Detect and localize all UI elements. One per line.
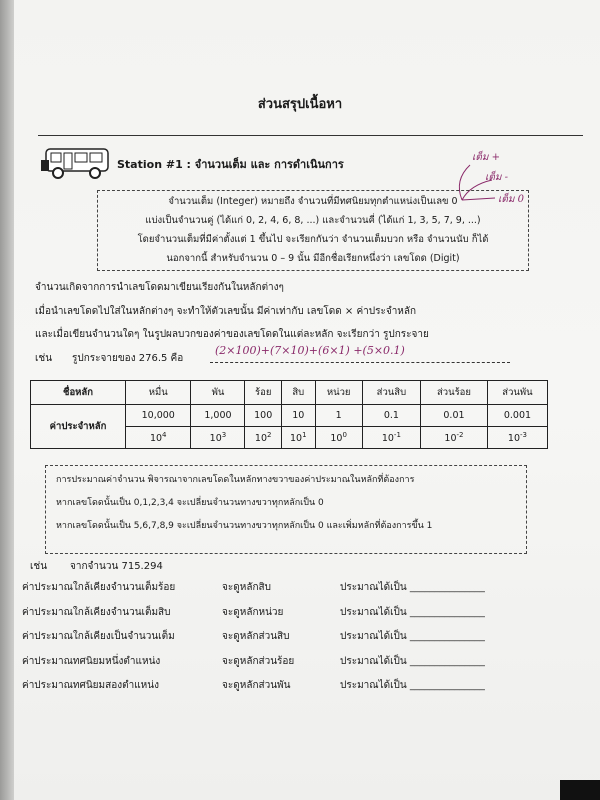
power-base: 10	[330, 433, 343, 445]
example-prompt: รูปกระจายของ 276.5 คือ	[72, 353, 184, 364]
power-base: 10	[381, 433, 394, 445]
place-power	[362, 427, 420, 449]
rounding-rule-line: หากเลขโดดนั้นเป็น 5,6,7,8,9 จะเปลี่ยนจำนวนทางขวาทุกหลักเป็น 0 และเพิ่มหลักที่ต้องการขึ้น 1	[56, 521, 433, 531]
annotation-zero: เต็ม 0	[498, 194, 525, 205]
definition-line: โดยจำนวนเต็มที่มีค่าตั้งแต่ 1 ขึ้นไป จะเรียกกันว่า จำนวนเต็มบวก หรือ จำนวนนับ ก็ได้	[137, 234, 489, 245]
annotation-negative: เต็ม -	[485, 172, 509, 183]
power-exponent: -3	[520, 430, 527, 439]
example-answer: (2×100)+(7×10)+(6×1) +(5×0.1)	[215, 344, 405, 357]
power-exponent: 4	[162, 430, 167, 439]
station-heading: Station #1 : จำนวนเต็ม และ การดำเนินการ	[117, 158, 344, 171]
rounding-result[interactable]: ประมาณได้เป็น _______________	[340, 582, 485, 593]
column-header: ส่วนสิบ	[362, 381, 420, 405]
place-value: 100	[245, 405, 282, 427]
rounding-look: จะดูหลักสิบ	[222, 582, 271, 593]
column-header: ส่วนร้อย	[421, 381, 488, 405]
rounding-look: จะดูหลักส่วนร้อย	[222, 655, 295, 667]
column-header: สิบ	[282, 381, 316, 405]
rounding-task: ค่าประมาณทศนิยมสองตำแหน่ง	[22, 680, 159, 691]
place-value: 10	[282, 405, 316, 427]
rounding-result[interactable]: ประมาณได้เป็น _______________	[340, 606, 485, 618]
rounding-example-text: จากจำนวน 715.294	[70, 561, 163, 572]
place-value: 10,000	[126, 405, 191, 427]
rounding-result[interactable]: ประมาณได้เป็น _______________	[340, 655, 485, 667]
rounding-task: ค่าประมาณใกล้เคียงจำนวนเต็มร้อย	[22, 582, 176, 593]
page-title: ส่วนสรุปเนื้อหา	[257, 97, 343, 112]
place-power	[487, 427, 547, 449]
place-power	[421, 427, 488, 449]
place-value: 0.1	[362, 405, 420, 427]
paragraph-line: เมื่อนำเลขโดดไปใส่ในหลักต่างๆ จะทำให้ตัวเลขนั้น มีค่าเท่ากับ เลขโดด × ค่าประจำหลัก	[35, 306, 417, 317]
rounding-result[interactable]: ประมาณได้เป็น _______________	[340, 680, 485, 691]
rounding-rule-line: หากเลขโดดนั้นเป็น 0,1,2,3,4 จะเปลี่ยนจำนวนทางขวาทุกหลักเป็น 0	[56, 498, 324, 508]
place-value-table	[30, 380, 548, 449]
power-base: 10	[254, 433, 268, 445]
rounding-task: ค่าประมาณใกล้เคียงเป็นจำนวนเต็ม	[22, 631, 175, 642]
rounding-look: จะดูหลักหน่วย	[222, 606, 284, 618]
answer-line	[210, 362, 510, 363]
rounding-task: ค่าประมาณทศนิยมหนึ่งตำแหน่ง	[22, 655, 161, 667]
place-power	[282, 427, 316, 449]
power-exponent: 1	[302, 430, 307, 439]
rounding-rule-line: การประมาณค่าจำนวน พิจารณาจากเลขโดดในหลักทางขวาของค่าประมาณในหลักที่ต้องการ	[56, 475, 415, 485]
definition-line: จำนวนเต็ม (Integer) หมายถึง จำนวนที่มีทศนิยมทุกตำแหน่งเป็นเลข 0	[168, 196, 458, 207]
column-header: พัน	[191, 381, 245, 405]
example-label: เช่น	[35, 353, 53, 364]
power-base: 10	[444, 433, 457, 445]
place-power	[315, 427, 362, 449]
place-value: 0.01	[421, 405, 488, 427]
place-value: 0.001	[487, 405, 547, 427]
bus-icon	[40, 146, 112, 180]
rounding-look: จะดูหลักส่วนสิบ	[222, 631, 290, 642]
row-header: ชื่อหลัก	[31, 381, 126, 405]
page-edge-shadow	[0, 0, 14, 800]
power-exponent: -2	[456, 430, 464, 439]
rounding-task: ค่าประมาณใกล้เคียงจำนวนเต็มสิบ	[22, 606, 171, 618]
place-power	[191, 427, 245, 449]
definition-line: นอกจากนี้ สำหรับจำนวน 0 – 9 นั้น มีอีกชื่อเรียกหนึ่งว่า เลขโดด (Digit)	[166, 253, 460, 264]
background-corner	[560, 780, 600, 800]
place-power	[126, 427, 191, 449]
column-header: หมื่น	[126, 381, 191, 405]
column-header: ร้อย	[245, 381, 282, 405]
value-header: ค่าประจำหลัก	[31, 405, 126, 449]
power-exponent: 3	[221, 430, 227, 439]
divider	[38, 135, 583, 136]
power-base: 10	[290, 433, 303, 445]
place-value: 1	[315, 405, 362, 427]
place-power	[245, 427, 282, 449]
annotation-positive: เต็ม +	[472, 152, 501, 163]
rounding-look: จะดูหลักส่วนพัน	[222, 680, 291, 691]
power-exponent: 2	[267, 430, 272, 439]
integer-definition-box	[97, 190, 529, 271]
column-header: ส่วนพัน	[487, 381, 547, 405]
paragraph-line: จำนวนเกิดจากการนำเลขโดดมาเขียนเรียงกันในหลักต่างๆ	[35, 282, 284, 293]
definition-line: แบ่งเป็นจำนวนคู่ (ได้แก่ 0, 2, 4, 6, 8, ...) และจำนวนคี่ (ได้แก่ 1, 3, 5, 7, 9, ...)	[145, 215, 481, 226]
power-base: 10	[507, 433, 521, 445]
power-exponent: -1	[393, 430, 401, 439]
column-header: หน่วย	[315, 381, 362, 405]
rounding-rule-box	[45, 465, 527, 554]
paragraph-line: และเมื่อเขียนจำนวนใดๆ ในรูปผลบวกของค่าของเลขโดดในแต่ละหลัก จะเรียกว่า รูปกระจาย	[35, 329, 429, 340]
power-base: 10	[149, 433, 163, 445]
rounding-result[interactable]: ประมาณได้เป็น _______________	[340, 631, 485, 642]
rounding-example-label: เช่น	[30, 561, 48, 572]
place-value: 1,000	[191, 405, 245, 427]
power-exponent: 0	[342, 430, 347, 439]
power-base: 10	[209, 433, 222, 445]
